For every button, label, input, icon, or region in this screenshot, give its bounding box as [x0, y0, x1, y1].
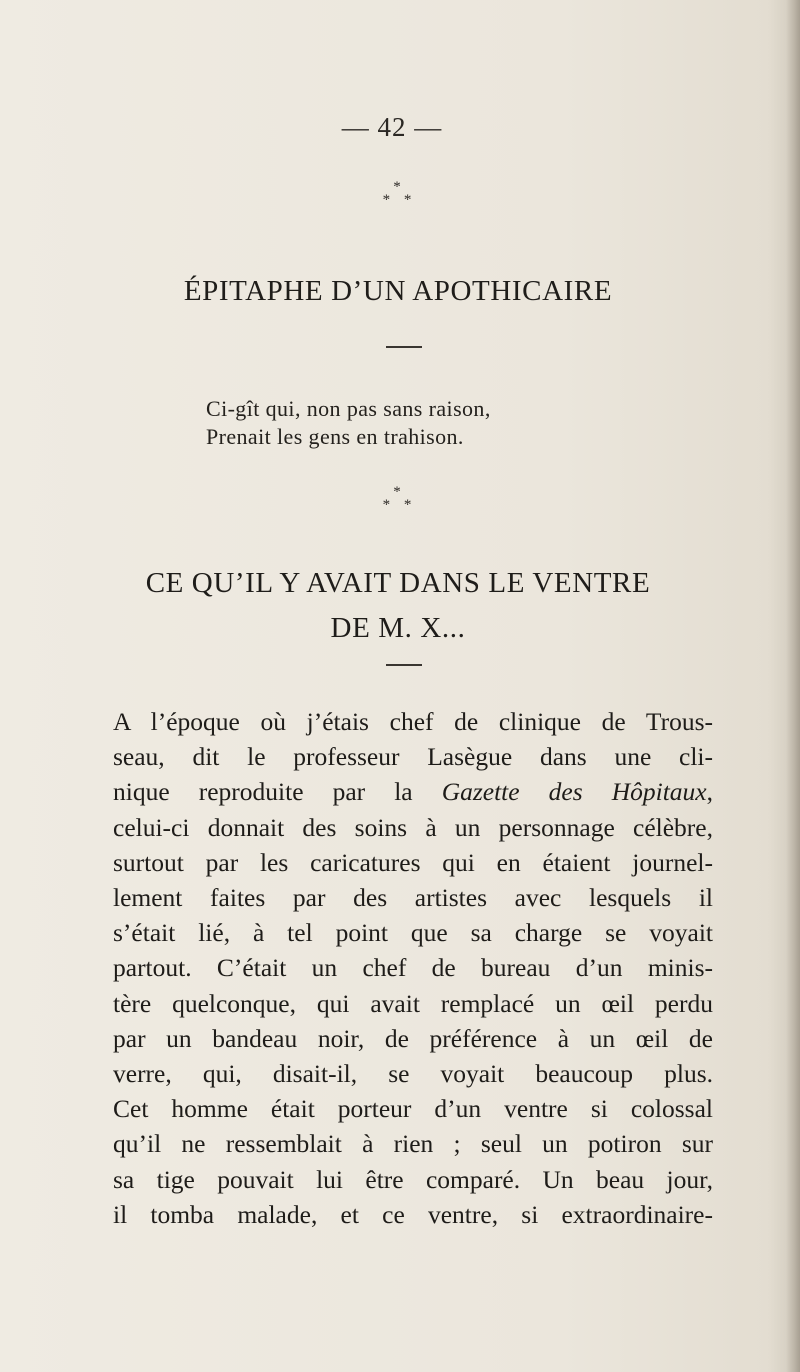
section-title-epitaph: ÉPITAPHE D’UN APOTHICAIRE — [183, 275, 613, 307]
asterism-star-bottom: * * — [382, 192, 412, 208]
paragraph-line — [113, 774, 713, 809]
paragraph-line: s’était lié, à tel point que sa charge se voyait — [113, 918, 713, 948]
paragraph-line: partout. C’était un chef de bureau d’un minis- — [113, 953, 713, 983]
asterism-star-top: * — [393, 484, 401, 500]
title-line-2: DE M. X... — [330, 612, 466, 644]
paragraph-line: verre, qui, disait-il, se voyait beaucoup plus. — [113, 1059, 713, 1089]
asterism-star-bottom: * * — [382, 497, 412, 513]
paragraph-line: lement faites par des artistes avec lesquels il — [113, 883, 713, 913]
paragraph-line: Cet homme était porteur d’un ventre si colossal — [113, 1094, 713, 1124]
verse-line-2: Prenait les gens en trahison. — [206, 424, 464, 449]
page-number: — 42 — — [341, 112, 443, 142]
asterism-star-top: * — [393, 179, 401, 195]
asterism-1 — [0, 181, 794, 207]
title-rule-1 — [386, 346, 422, 348]
paragraph-line: sa tige pouvait lui être comparé. Un beau jour, — [113, 1164, 713, 1194]
paragraph-line: surtout par les caricatures qui en étaient journel- — [113, 847, 713, 877]
asterism-2 — [0, 486, 794, 512]
title-rule-2 — [386, 664, 422, 666]
paragraph-line: celui-ci donnait des soins à un personnage célèbre, — [113, 812, 713, 842]
paragraph-line: A l’époque où j’étais chef de clinique de Trous- — [113, 707, 713, 736]
section-title-ventre — [0, 561, 796, 651]
paragraph-line: seau, dit le professeur Lasègue dans une cli- — [113, 742, 713, 772]
epitaph-verse — [206, 395, 491, 451]
line-text-before: nique reproduite par la — [113, 777, 442, 807]
paragraph-line: il tomba malade, et ce ventre, si extraordinaire- — [113, 1199, 713, 1229]
paragraph-line: par un bandeau noir, de préférence à un œil de — [113, 1023, 713, 1053]
journal-title-italic: Gazette des Hôpitaux — [441, 777, 707, 807]
paragraph-line: qu’il ne ressemblait à rien ; seul un potiron sur — [113, 1129, 713, 1159]
line-text-after: , — [706, 777, 713, 807]
body-paragraph — [113, 704, 713, 1232]
title-line-1: CE QU’IL Y AVAIT DANS LE VENTRE — [145, 567, 651, 599]
paragraph-line: tère quelconque, qui avait remplacé un œil perdu — [113, 988, 713, 1018]
verse-line-1: Ci-gît qui, non pas sans raison, — [206, 396, 491, 421]
